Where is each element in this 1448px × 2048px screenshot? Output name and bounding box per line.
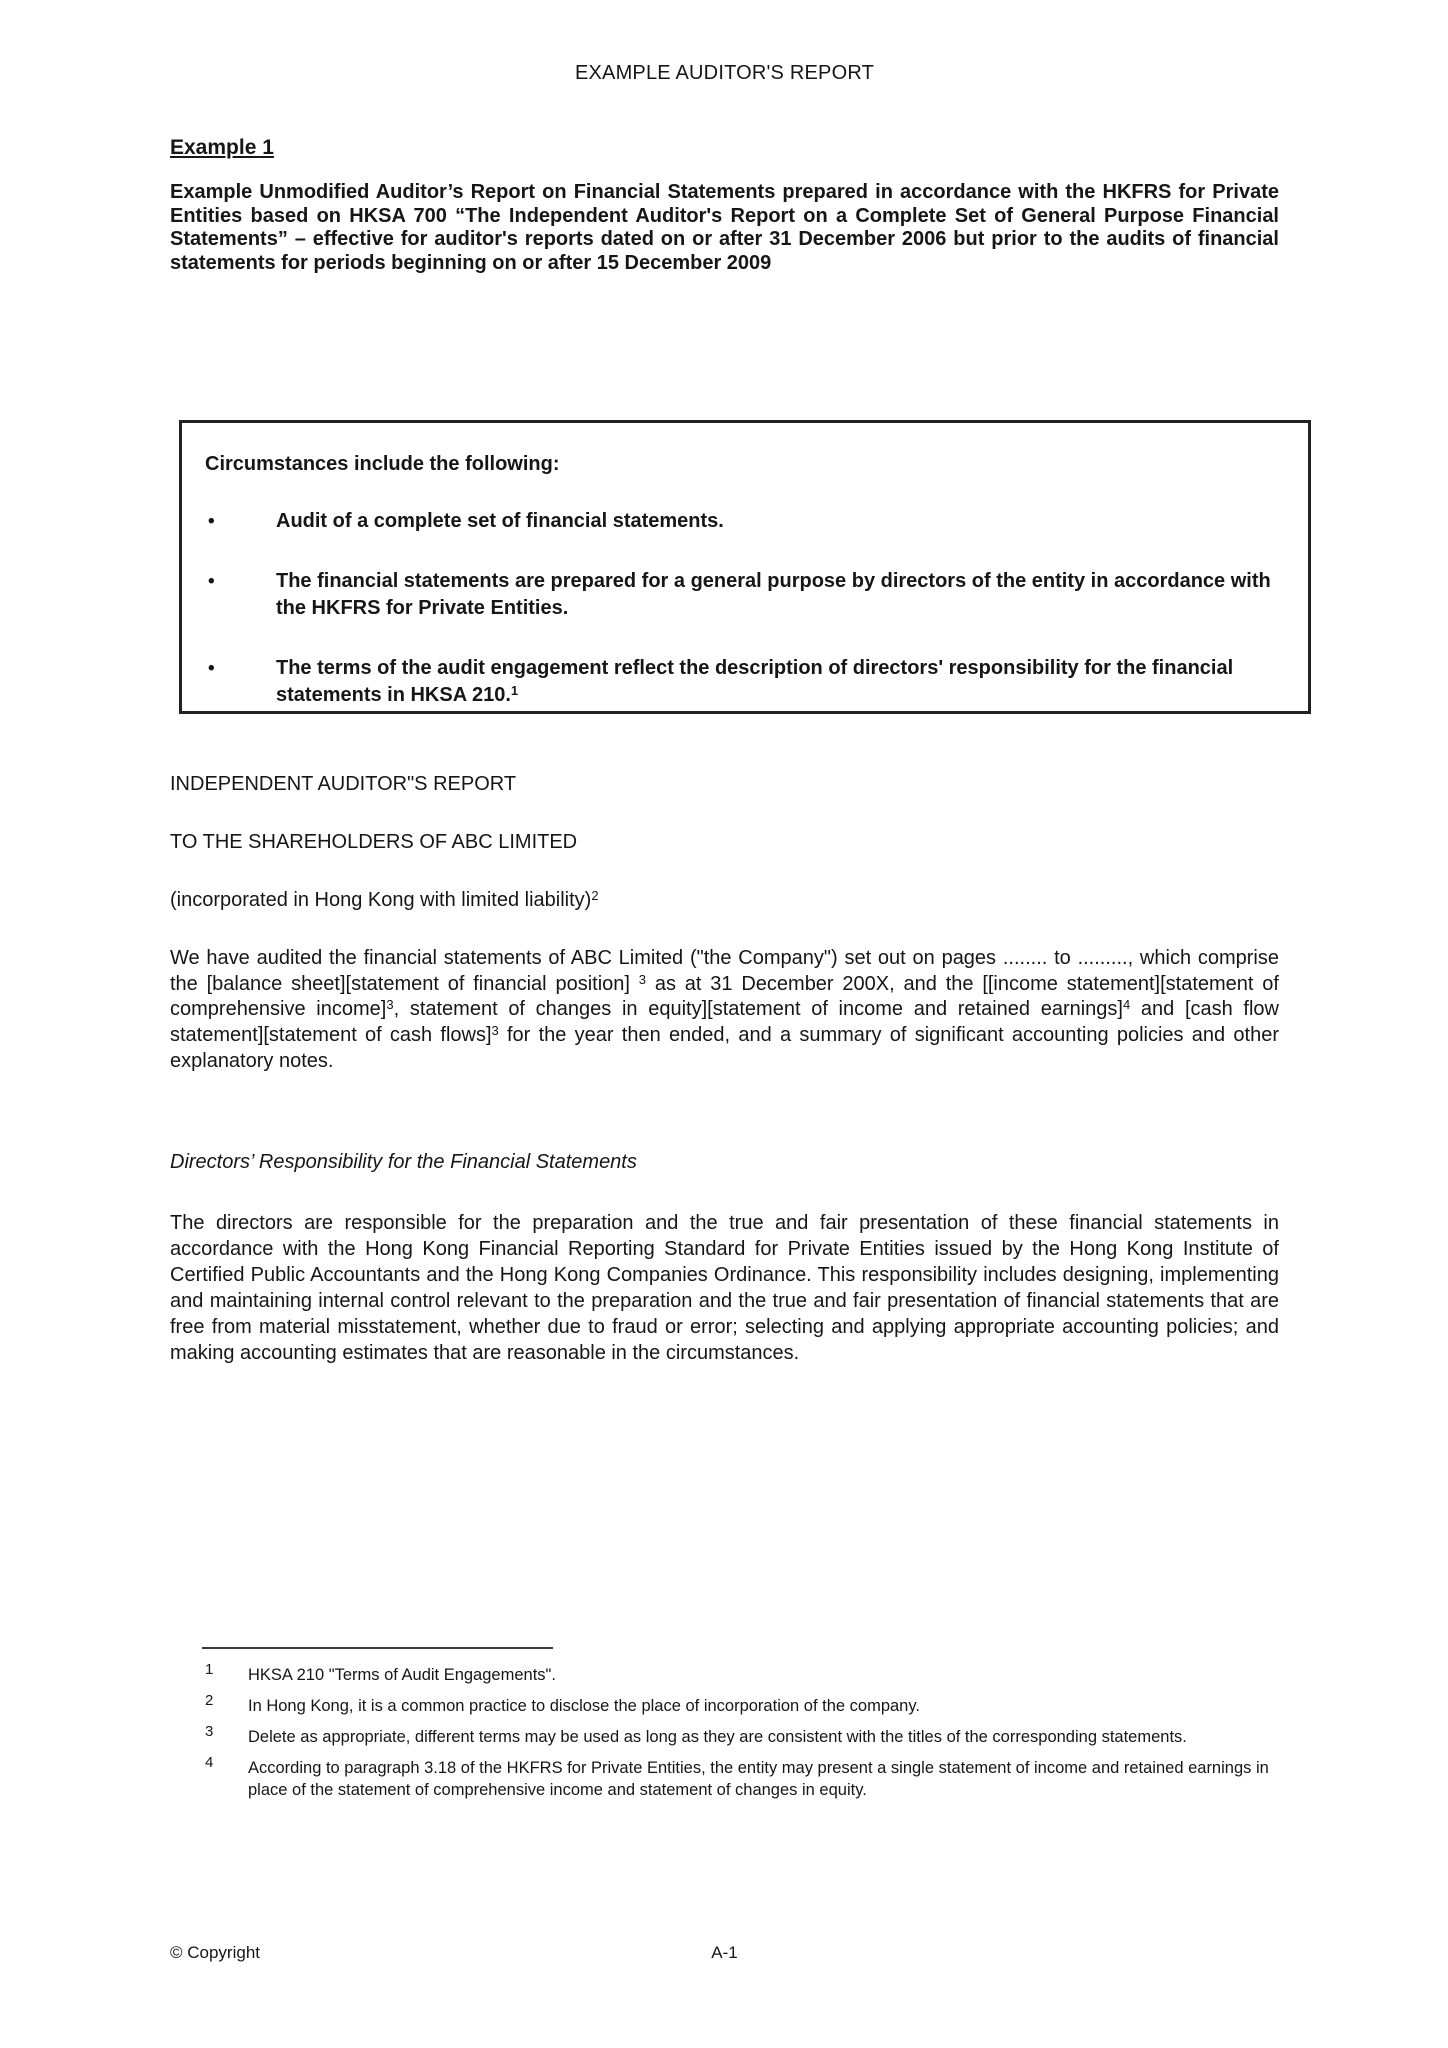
copyright-notice: © Copyright xyxy=(170,1943,261,1962)
circumstance-bullet-1-text: Audit of a complete set of financial statements. xyxy=(276,510,724,532)
circumstance-bullet-2 xyxy=(182,568,1308,622)
footnote-4 xyxy=(170,1754,1279,1801)
page-number: A-1 xyxy=(711,1943,738,1962)
circumstance-bullet-2-text: The financial statements are prepared for a general purpose by directors of the entity in accordance with the HKFRS for Private Entities. xyxy=(276,570,1271,619)
directors-responsibility-paragraph: The directors are responsible for the preparation and the true and fair presentation of these financial statements in accordance with the Hong Kong Financial Reporting Standard for Private Entities issued by the Hong Kong Institute of Certified Public Accountants and the Hong Kong Companies Ordinance. This responsibility includes designing, implementing and maintaining internal control relevant to the preparation and the true and fair presentation of financial statements that are free from material misstatement, whether due to fraud or error; selecting and applying appropriate accounting policies; and making accounting estimates that are reasonable in the circumstances. xyxy=(170,1212,1279,1364)
bullet-icon: • xyxy=(208,571,215,592)
circumstance-bullet-3 xyxy=(182,655,1308,709)
circumstances-box-title: Circumstances include the following: xyxy=(205,453,560,475)
incorporation-line: (incorporated in Hong Kong with limited liability)$^2$ xyxy=(170,888,599,911)
bullet-icon: • xyxy=(208,511,215,532)
footnote-1-number: 1 xyxy=(205,1661,214,1678)
footnote-2-text: In Hong Kong, it is a common practice to disclose the place of incorporation of the company. xyxy=(248,1697,920,1715)
circumstance-bullet-3-text: The terms of the audit engagement reflect the description of directors' responsibility for the financial statements in HKSA 210.$^1$ xyxy=(276,657,1234,706)
footnote-separator xyxy=(202,1647,553,1649)
footnote-3 xyxy=(170,1723,1279,1748)
circumstance-bullet-1 xyxy=(182,508,1308,535)
report-addressee: TO THE SHAREHOLDERS OF ABC LIMITED xyxy=(170,831,578,853)
audited-paragraph: We have audited the financial statements of ABC Limited ("the Company") set out on pages ........ to ........., which comprise the [balance sheet][statement of financial position] $^3$ as at 31 December 200X, and the [[income statement][statement of comprehensive income]$^3$, statement of changes in equity][statement of income and retained earnings]$^4$ and [cash flow statement][statement of cash flows]$^3$ for the year then ended, and a summary of significant accounting policies and other explanatory notes. xyxy=(170,947,1279,1072)
footnote-2-number: 2 xyxy=(205,1692,214,1709)
bullet-icon: • xyxy=(208,658,215,679)
footnote-4-text: According to paragraph 3.18 of the HKFRS for Private Entities, the entity may present a single statement of income and retained earnings in place of the statement of comprehensive income and statement of changes in equity. xyxy=(248,1759,1269,1799)
footnote-2 xyxy=(170,1692,1279,1717)
footnote-3-number: 3 xyxy=(205,1723,214,1740)
footnotes-section xyxy=(170,1661,1279,1810)
page-header-title: EXAMPLE AUDITOR'S REPORT xyxy=(574,62,875,84)
footnote-3-text: Delete as appropriate, different terms may be used as long as they are consistent with the titles of the corresponding statements. xyxy=(248,1728,1187,1746)
report-title: INDEPENDENT AUDITOR"S REPORT xyxy=(170,773,517,795)
footnote-1 xyxy=(170,1661,1279,1686)
circumstances-box xyxy=(179,420,1311,714)
footnote-4-number: 4 xyxy=(205,1754,214,1771)
directors-responsibility-heading: Directors’ Responsibility for the Financial Statements xyxy=(170,1151,637,1173)
intro-paragraph: Example Unmodified Auditor’s Report on Financial Statements prepared in accordance with the HKFRS for Private Entities based on HKSA 700 “The Independent Auditor's Report on a Complete Set of General Purpose Financial Statements” – effective for auditor's reports dated on or after 31 December 2006 but prior to the audits of financial statements for periods beginning on or after 15 December 2009 xyxy=(170,181,1279,274)
footnote-1-text: HKSA 210 "Terms of Audit Engagements". xyxy=(248,1666,556,1684)
example-1-heading: Example 1 xyxy=(170,136,274,159)
